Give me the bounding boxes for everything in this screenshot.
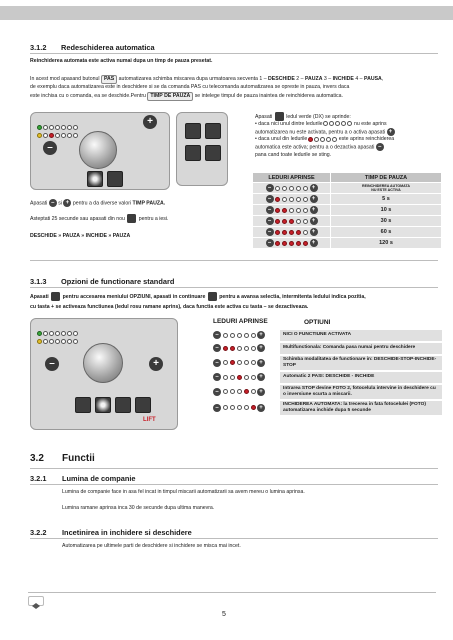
key-icon [275, 112, 284, 121]
options-instruction-1: Apasati pentru accesarea meniului OPZIUNI, apasati in continuare pentru a avansa selectia, intermitenta ledului indica pozitia, [30, 293, 366, 300]
options-instruction-2: cu tasta + se activeaza functiunea (ledul rosu ramane aprins), daca functia este activa cu tasta – se dezactiveaza. [30, 304, 309, 310]
table-row: – + NICI O FUNCTIUNE ACTIVATA [210, 329, 442, 342]
led-row [36, 127, 78, 145]
footer-line [28, 592, 436, 593]
minus-button[interactable]: – [45, 357, 59, 371]
key-button[interactable] [107, 171, 123, 187]
table-row: – + 30 s [253, 216, 442, 227]
section-divider [30, 468, 438, 469]
section-3-1-2-number: 3.1.2 [30, 43, 47, 52]
page-number: 5 [222, 611, 226, 618]
plus-icon: + [387, 128, 395, 136]
section-3-2-title: Functii [62, 453, 95, 464]
section-3-2-2-title: Incetinirea in inchidere si deschidere [62, 528, 192, 537]
section-divider [30, 287, 438, 288]
section-divider [30, 53, 438, 54]
key-button[interactable] [205, 145, 221, 161]
right-instructions: Apasati ledul verde (DX) se aprinde: • daca nici unul dintre ledurile nu este aprins automatizarea nu este activata, pentru a o activa apasati + • daca unul din ledurile este aprins reinchiderea automatica este activa; pentru a o dezactiva apasati – pana cand toate ledurile se sting. [255, 113, 395, 158]
minus-icon: – [376, 143, 384, 151]
section-3-2-1-number: 3.2.1 [30, 474, 47, 483]
sequence-label: DESCHIDE » PAUZA » INCHIDE » PAUZA [30, 233, 131, 239]
key-icon [51, 292, 60, 301]
left-instruction-1: Apasati – si + pentru a da diverse valori TIMP PAUZA. [30, 200, 166, 207]
minus-button[interactable]: – [43, 141, 57, 155]
key-button[interactable] [115, 397, 131, 413]
paragraph-slowdown: Automatizarea pe ultimele parti de deschidere si inchidere se misca mai incet. [62, 543, 241, 549]
key-button[interactable] [135, 397, 151, 413]
paragraph-sequence: In acest mod apasand butonul PAS automatizarea schimba miscarea dupa urmatoarea secventa 1 – DESCHIDE 2 – PAUZA 3 – INCHIDE 4 – PAUSA, [30, 76, 384, 82]
paragraph-courtesy-light-1: Lumina de companie face in asa fel incat in timpul miscarii automatizarii sa avem mereu o lumina aprinsa. [62, 489, 305, 495]
section-3-1-3-title: Opzioni de functionare standard [61, 277, 175, 286]
key-icon [127, 214, 136, 223]
table-row: – + 5 s [253, 194, 442, 205]
led-row [36, 333, 78, 351]
rotary-knob[interactable] [83, 343, 123, 383]
key-button[interactable] [75, 397, 91, 413]
table-row: – + 120 s [253, 238, 442, 249]
section-3-2-1-title: Lumina de companie [62, 474, 136, 483]
paragraph-example: de exemplu daca automatizarea este in deschidere si se da comanda PAS cu telecomanda automatizarea se opreste in pauza, invers daca [30, 84, 350, 90]
control-panel-side [176, 112, 228, 186]
table-row: – + Multifunctionala: Comanda pasa numai pentru deschidere [210, 342, 442, 355]
options-table [210, 318, 442, 417]
section-3-2-number: 3.2 [30, 453, 44, 464]
section-divider [30, 538, 438, 539]
control-panel-illustration-1 [30, 112, 170, 190]
rotary-knob[interactable] [79, 131, 117, 169]
table-header: TIMP DE PAUZA [331, 173, 442, 183]
table-row: – + Intrarea STOP devine FOTO 2, fotocelula intervine in deschidere cu o inversiune scurta a miscarii. [210, 384, 442, 400]
plus-button[interactable]: + [143, 115, 157, 129]
table-row: – + INCHIDEREA AUTOMATA: la trecerea in fata fotocelulei (FOTO) automatizarea inchide dupa 5 secunde [210, 400, 442, 416]
table-header: OPTIUNI [280, 318, 442, 329]
key-button[interactable] [185, 123, 201, 139]
section-3-1-3-number: 3.1.3 [30, 277, 47, 286]
paragraph-pause-time: este inchisa cu o comanda, ea se deschide.Pentru TIMP DE PAUZA se intelege timpul de pauza inaintea de reinchiderea automatica. [30, 93, 343, 99]
key-button[interactable] [185, 145, 201, 161]
table-row: – + Schimba modalitatea de functionare in: DESCHIDE-STOP-INCHIDE-STOP [210, 355, 442, 371]
section-divider [30, 260, 438, 261]
table-header: LEDURI APRINSE [253, 173, 331, 183]
control-panel-illustration-2 [30, 318, 178, 430]
left-instruction-2: Asteptati 25 secunde sau apasati din nou pentru a iesi. [30, 215, 169, 222]
key-button[interactable] [205, 123, 221, 139]
top-header-bar [0, 6, 453, 20]
key-button[interactable] [95, 397, 111, 413]
key-icon [208, 292, 217, 301]
table-row: – + 10 s [253, 205, 442, 216]
key-button[interactable] [87, 171, 103, 187]
paragraph-courtesy-light-2: Lumina ramane aprinsa inca 30 de secunde dupa ultima manevra. [62, 505, 215, 511]
brand-logo: LIFT [143, 417, 156, 423]
section-3-2-2-number: 3.2.2 [30, 528, 47, 537]
table-row: – + 60 s [253, 227, 442, 238]
section-3-1-2-title: Redeschiderea automatica [61, 43, 155, 52]
footer-logo-icon [28, 596, 44, 606]
plus-button[interactable]: + [149, 357, 163, 371]
table-row: – + Automatic 2 PASI: DESCHIDE - INCHIDE [210, 371, 442, 384]
section-3-1-2-subtitle: Reinchiderea automata este activa numai dupa un timp de pauza presetat. [30, 58, 213, 64]
pause-time-table [252, 172, 442, 249]
table-header: LEDURI APRINSE [210, 318, 280, 329]
section-divider [30, 484, 438, 485]
table-row: – + REINCHIDEREA AUTOMATA NU ESTE ACTIVA [253, 183, 442, 194]
